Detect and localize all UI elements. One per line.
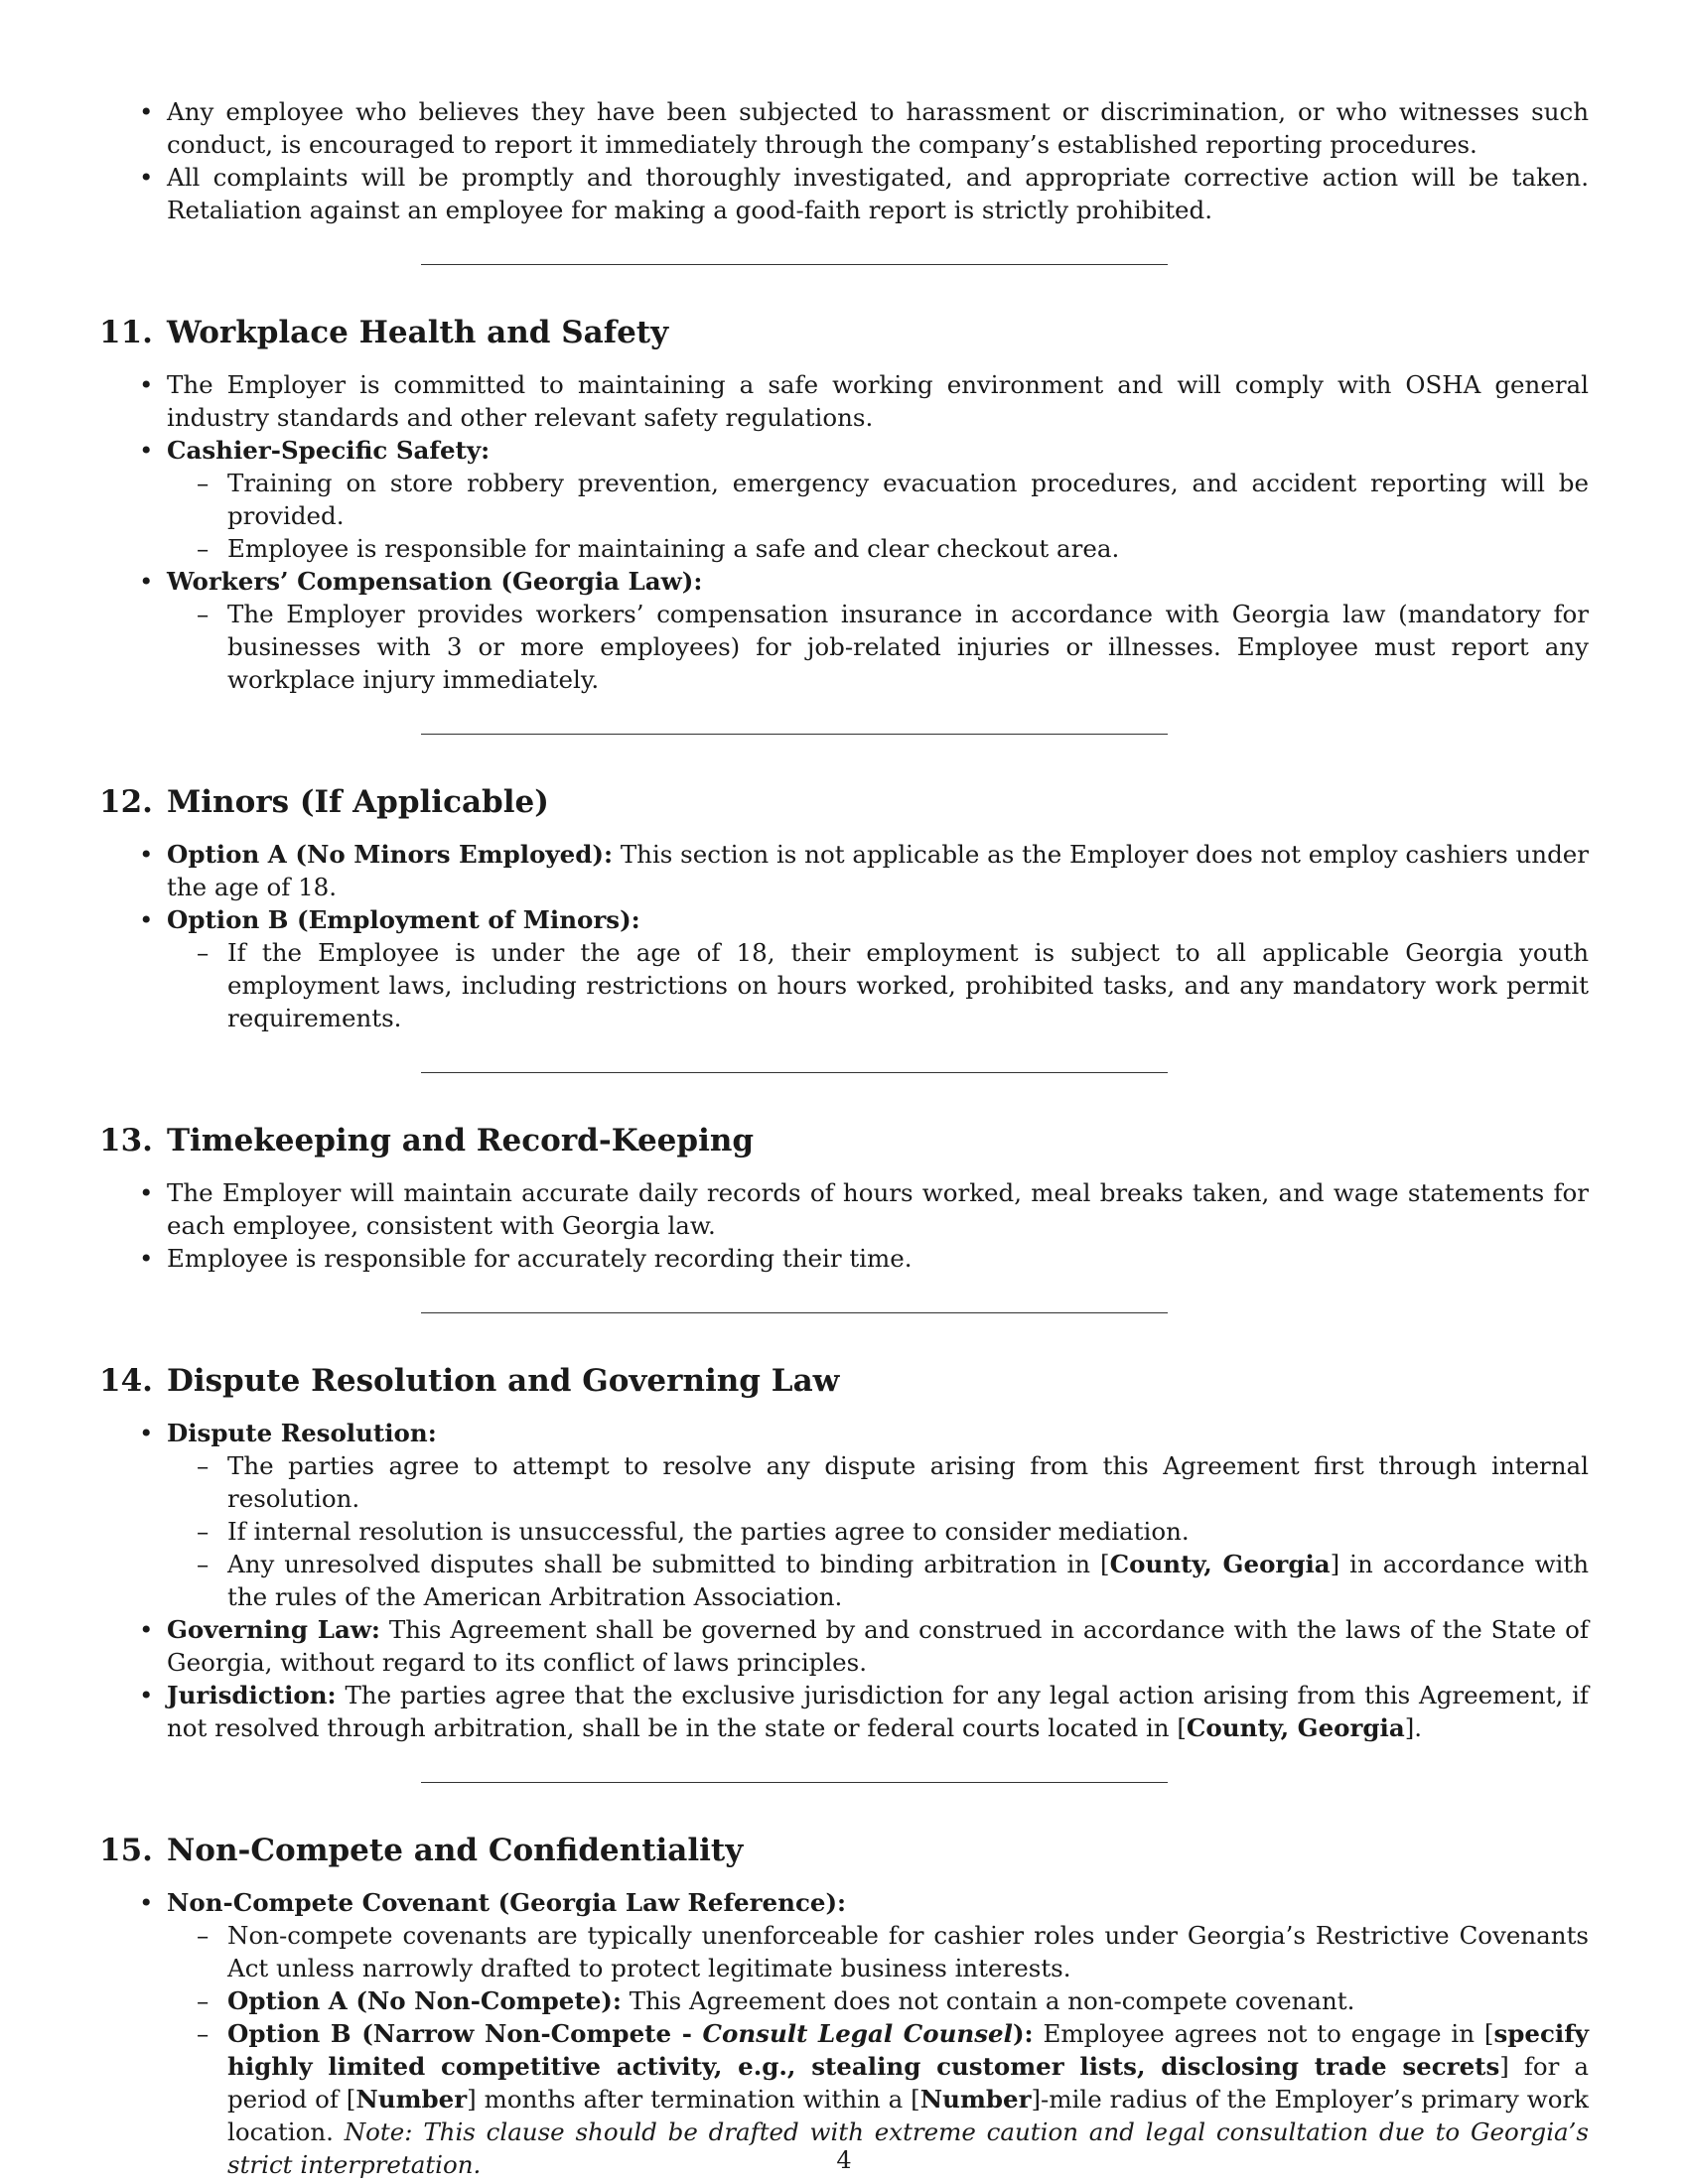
sublist-item: – Employee is responsible for maintaining a safe and clear checkout area.	[167, 532, 1589, 565]
list-item: • The Employer is committed to maintaining a safe working environment and will comply with OSHA general industry standards and other relevant safety regulations.	[99, 368, 1589, 434]
option-b-sublist	[167, 936, 1589, 1034]
dispute-resolution-sublist	[167, 1449, 1589, 1613]
section-12-list	[99, 838, 1589, 1034]
section-13-list	[99, 1176, 1589, 1275]
sublist-item: – Training on store robbery prevention, emergency evacuation procedures, and accident reporting will be provided.	[167, 467, 1589, 532]
section-15-heading: 15. Non-Compete and Confidentiality	[99, 1833, 744, 1868]
sublist-item: – Non-compete covenants are typically unenforceable for cashier roles under Georgia’s Restrictive Covenants Act unless narrowly drafted to protect legitimate business interests.	[167, 1919, 1589, 1984]
intro-list	[99, 95, 1589, 226]
sublist-item: – The parties agree to attempt to resolve any dispute arising from this Agreement first through internal resolution.	[167, 1449, 1589, 1515]
jurisdiction-label: Jurisdiction:	[167, 1681, 337, 1709]
list-item: • The Employer will maintain accurate daily records of hours worked, meal breaks taken, and wage statements for each employee, consistent with Georgia law.	[99, 1176, 1589, 1242]
sublist-item: – The Employer provides workers’ compensation insurance in accordance with Georgia law (mandatory for businesses with 3 or more employees) for job-related injuries or illnesses. Employee must report any workplace injury immediately.	[167, 598, 1589, 696]
list-item: • Option A (No Minors Employed): This section is not applicable as the Employer does not employ cashiers under the age of 18.	[99, 838, 1589, 903]
cashier-safety-sublist	[167, 467, 1589, 565]
list-item: • Employee is responsible for accurately recording their time.	[99, 1242, 1589, 1275]
legal-note: Note: This clause should be drafted with extreme caution and legal consultation due to Georgia’s strict interpretation.	[227, 2117, 1589, 2179]
document-page	[99, 95, 1589, 2181]
page-number: 4	[836, 2146, 852, 2174]
list-item: • Jurisdiction: The parties agree that the exclusive jurisdiction for any legal action arising from this Agreement, if not resolved through arbitration, shall be in the state or federal courts located in [County, Georgia].	[99, 1679, 1589, 1744]
section-14-list	[99, 1417, 1589, 1744]
section-12-heading: 12. Minors (If Applicable)	[99, 784, 549, 820]
section-divider	[421, 1782, 1168, 1783]
workers-comp-sublist	[167, 598, 1589, 696]
dispute-resolution-label: Dispute Resolution:	[167, 1419, 437, 1447]
list-item	[99, 434, 1589, 565]
cashier-safety-label: Cashier-Specific Safety:	[167, 436, 491, 465]
sublist-item: – Any unresolved disputes shall be submitted to binding arbitration in [County, Georgia] in accordance with the rules of the American Arbitration Association.	[167, 1548, 1589, 1613]
non-compete-sublist	[167, 1919, 1589, 2181]
list-item	[99, 903, 1589, 1034]
section-divider	[421, 1312, 1168, 1313]
section-11-heading: 11. Workplace Health and Safety	[99, 315, 669, 350]
non-compete-label: Non-Compete Covenant (Georgia Law Reference):	[167, 1888, 847, 1917]
list-item	[99, 1886, 1589, 2181]
section-divider	[421, 734, 1168, 735]
list-item	[99, 565, 1589, 696]
workers-comp-label: Workers’ Compensation (Georgia Law):	[167, 567, 703, 596]
section-15-list	[99, 1886, 1589, 2181]
section-divider	[421, 1072, 1168, 1073]
list-item	[99, 1417, 1589, 1613]
section-13-heading: 13. Timekeeping and Record-Keeping	[99, 1123, 755, 1159]
section-14-heading: 14. Dispute Resolution and Governing Law	[99, 1363, 840, 1399]
list-item: • All complaints will be promptly and thoroughly investigated, and appropriate corrective action will be taken. Retaliation against an employee for making a good-faith report is strictly prohibited.	[99, 161, 1589, 226]
section-divider	[421, 264, 1168, 265]
section-11-list	[99, 368, 1589, 696]
list-item: • Governing Law: This Agreement shall be governed by and construed in accordance with the laws of the State of Georgia, without regard to its conflict of laws principles.	[99, 1613, 1589, 1679]
sublist-item: – If the Employee is under the age of 18, their employment is subject to all applicable Georgia youth employment laws, including restrictions on hours worked, prohibited tasks, and any mandatory work permit requirements.	[167, 936, 1589, 1034]
option-b-label: Option B (Employment of Minors):	[167, 905, 640, 934]
sublist-item: – If internal resolution is unsuccessful, the parties agree to consider mediation.	[167, 1515, 1589, 1548]
option-a-label: Option A (No Minors Employed):	[167, 840, 614, 869]
governing-law-label: Governing Law:	[167, 1615, 380, 1644]
sublist-item: – Option A (No Non-Compete): This Agreement does not contain a non-compete covenant.	[167, 1984, 1589, 2017]
list-item: • Any employee who believes they have been subjected to harassment or discrimination, or who witnesses such conduct, is encouraged to report it immediately through the company’s established reporting procedures.	[99, 95, 1589, 161]
sublist-item: – Option B (Narrow Non-Compete - Consult Legal Counsel): Employee agrees not to engage in [specify highly limited competitive activity, e.g., stealing customer lists, disclosing trade secrets] for a period of [Number] months after termination within a [Number]-mile radius of the Employer’s primary work location. Note: This clause should be drafted with extreme caution and legal consultation due to Georgia’s strict interpretation.	[167, 2017, 1589, 2181]
